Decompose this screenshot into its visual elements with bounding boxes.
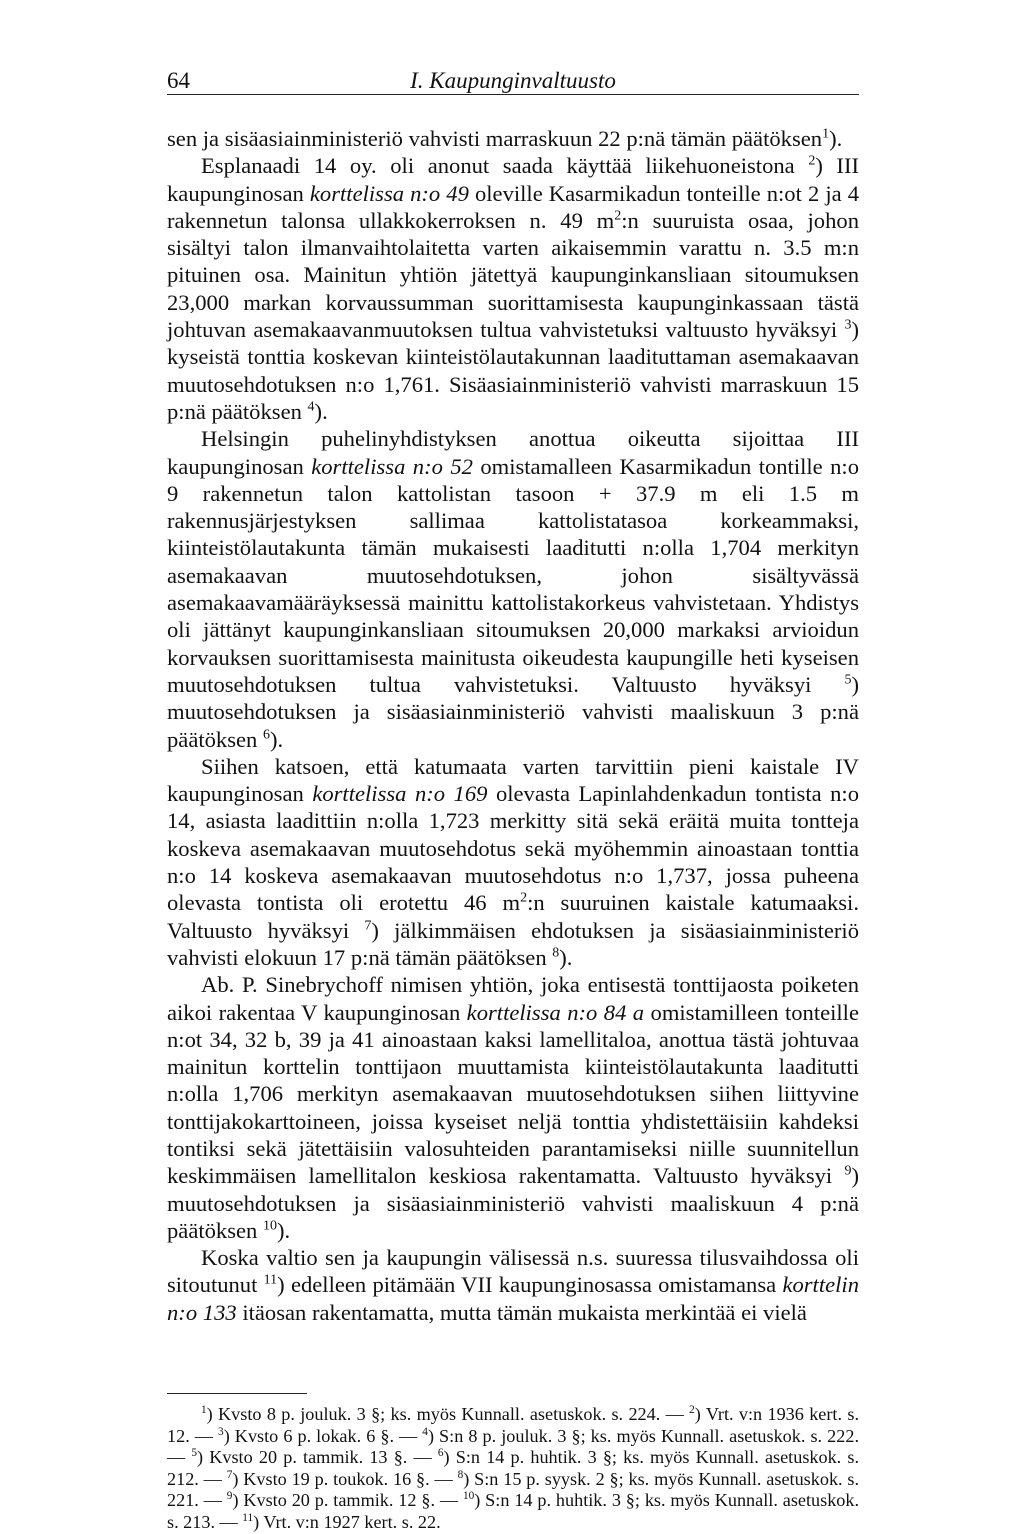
text-segment: ).	[270, 726, 284, 752]
text-segment: ) kyseistä tonttia koskevan kiinteistölautakunnan laadituttaman asemakaavan muutosehdotuksen n:o 1,761. Sisäasiainministeriö vahvisti marraskuun 15 p:nä päätöksen	[167, 317, 859, 424]
footnote-text: ) Kvsto 19 p. toukok. 16 §. —	[232, 1468, 453, 1489]
page-number: 64	[167, 68, 190, 93]
text-segment: ).	[314, 398, 328, 424]
footnote-number: 4	[422, 1425, 428, 1438]
paragraph-esplanaadi	[167, 152, 859, 425]
footnote-number: 6	[437, 1447, 444, 1460]
footnote-number: 8	[457, 1468, 464, 1481]
italic-block-ref: korttelissa n:o 84 a	[466, 999, 645, 1025]
footnote-ref: 11	[263, 1272, 278, 1288]
text-segment: oleville Kasarmikadun tonteille n:ot 2 ja 4 rakennetun talonsa ullakkokerroksen n. 49 m	[167, 180, 859, 233]
text-segment: :n suuruinen kaistale katumaaksi. Valtuusto hyväksyi	[167, 890, 859, 943]
footnote-number: 11	[242, 1511, 254, 1524]
paragraph-puhelinyhdistys	[167, 425, 859, 753]
footnote-number: 7	[226, 1468, 233, 1481]
italic-block-ref: korttelin n:o 133	[167, 1272, 859, 1325]
text-segment: ) edelleen pitämään VII kaupunginosassa omistamansa	[277, 1272, 777, 1298]
text-segment: ) muutosehdotuksen ja sisäasiainministeriö vahvisti maaliskuun 3 p:nä päätöksen	[167, 671, 859, 752]
footnote-text: ) Kvsto 8 p. jouluk. 3 §; ks. myös Kunnall. asetuskok. s. 224. —	[206, 1404, 684, 1424]
text-segment: ).	[559, 944, 573, 970]
footnote-text: ) S:n 8 p. jouluk. 3 §; ks. myös Kunnall. asetuskok. s. 222. —	[167, 1425, 859, 1468]
text-segment: ) muutosehdotuksen ja sisäasiainministeriö vahvisti maaliskuun 4 p:nä päätöksen	[167, 1163, 859, 1243]
text-segment: sen ja sisäasiainministeriö vahvisti marraskuun 22 p:nä tämän päätöksen	[167, 126, 823, 151]
footnote-ref: 4	[307, 399, 315, 415]
page-header	[167, 60, 859, 95]
running-title: I. Kaupunginvaltuusto	[410, 68, 616, 93]
footnote-text: ) S:n 15 p. syysk. 2 §; ks. myös Kunnall. asetuskok. s. 221. —	[167, 1468, 860, 1511]
footnote-ref: 10	[263, 1218, 277, 1234]
text-segment: Koska valtio sen ja kaupungin välisessä n.s. suuressa tilusvaihdossa oli sitoutunut	[167, 1245, 859, 1298]
footnote-text: ) S:n 14 p. huhtik. 3 §; ks. myös Kunnall. asetuskok. s. 213. —	[167, 1490, 860, 1532]
footnote-text: ) S:n 14 p. huhtik. 3 §; ks. myös Kunnall. asetuskok. s. 212. —	[167, 1447, 860, 1489]
footnote-ref: 9	[844, 1163, 852, 1179]
body-text	[167, 125, 859, 1326]
footnote-text: ) Kvsto 6 p. lokak. 6 §. —	[223, 1425, 418, 1446]
footnote-ref: 2	[808, 153, 816, 169]
italic-block-ref: korttelissa n:o 52	[311, 453, 473, 479]
paragraph-katumaa	[167, 753, 859, 971]
paragraph-continuation	[167, 125, 859, 152]
text-segment: ).	[829, 126, 843, 151]
superscript-square: 2	[614, 208, 622, 224]
footnote-divider	[167, 1393, 307, 1394]
text-segment: ) III kaupunginosan	[167, 153, 859, 206]
footnote-ref: 8	[552, 945, 560, 961]
footnote-number: 10	[462, 1490, 475, 1503]
footnote-ref: 6	[263, 727, 270, 742]
footnote-ref: 3	[844, 317, 852, 333]
text-segment: omistamilleen tonteille n:ot 34, 32 b, 39 ja 41 ainoastaan kaksi lamellitaloa, anottua tästä johtuvaa mainitun korttelin tonttijaon muuttamista kiinteistölautakunta laaditutti n:olla 1,706 merkityn asemakaavan muutosehdotuksen siihen liittyvine tonttijakokarttoineen, joissa kyseiset neljä tonttia yhdistettäisiin kahdeksi tontiksi sekä jätettäisiin valosuhteiden parantamiseksi niille suunnitellun keskimmäisen lamellitalon keskiosa rakentamatta. Valtuusto hyväksyi	[167, 999, 859, 1189]
footnote-number: 1	[201, 1403, 207, 1416]
footnote-ref: 7	[364, 918, 372, 934]
footnote-number: 5	[191, 1447, 198, 1460]
footnote-block	[167, 1404, 859, 1534]
text-segment: ).	[277, 1217, 291, 1243]
italic-block-ref: korttelissa n:o 169	[312, 781, 488, 807]
superscript-square: 2	[520, 890, 528, 906]
footnote-text: ) Kvsto 20 p. tammik. 12 §. —	[232, 1490, 459, 1511]
footnote-text: ) Vrt. v:n 1927 kert. s. 22.	[253, 1511, 441, 1532]
text-segment: itäosan rakentamatta, mutta tämän mukaista merkintää ei vielä	[242, 1299, 807, 1325]
footnote-text: ) Kvsto 20 p. tammik. 13 §. —	[197, 1447, 432, 1468]
footnote-ref: 5	[844, 672, 852, 688]
text-segment: Helsingin puhelinyhdistyksen anottua oikeutta sijoittaa III kaupunginosan	[167, 426, 859, 479]
footnote-number: 3	[218, 1425, 224, 1438]
text-segment: Siihen katsoen, että katumaata varten tarvittiin pieni kaistale IV kaupunginosan	[167, 753, 859, 807]
italic-block-ref: korttelissa n:o 49	[309, 180, 469, 206]
text-segment: Ab. P. Sinebrychoff nimisen yhtiön, joka entisestä tonttijaosta poiketen aikoi rakentaa V kaupunginosan	[167, 972, 859, 1025]
text-segment: Esplanaadi 14 oy. oli anonut saada käyttää liikehuoneistona	[201, 153, 795, 179]
paragraph-sinebrychoff	[167, 971, 859, 1244]
footnotes	[167, 1404, 859, 1534]
text-segment: :n suuruista osaa, johon sisältyi talon ilmanvaihtolaitetta varten aikaisemmin varattu n. 3.5 m:n pituinen osa. Mainitun yhtiön jätettyä kaupunginkansliaan sitoumuksen 23,000 markan korvaussumman suorittamisesta kaupunginkassaan tästä johtuvan asemakaavanmuutoksen tultua vahvistetuksi valtuusto hyväksyi	[167, 207, 859, 343]
paragraph-tilusvaihto	[167, 1244, 859, 1326]
text-segment: olevasta Lapinlahdenkadun tontista n:o 14, asiasta laadittiin n:olla 1,723 merkitty sitä sekä eräitä muita tontteja koskeva asemakaavan muutosehdotus sekä myöhemmin ainoastaan tonttia n:o 14 koskeva asemakaavan muutosehdotus n:o 1,737, jossa puheena olevasta tontista oli erotettu 46 m	[167, 781, 859, 916]
footnote-text: ) Vrt. v:n 1936 kert. s. 12. —	[167, 1404, 860, 1446]
footnote-number: 9	[226, 1490, 233, 1503]
footnote-ref: 1	[822, 126, 830, 142]
text-segment: omistamalleen Kasarmikadun tontille n:o 9 rakennetun talon kattolistan tasoon + 37.9 m eli 1.5 m rakennusjärjestyksen sallimaa kattolistatasoa korkeammaksi, kiinteistölautakunta tämän mukaisesti laaditutti n:olla 1,704 merkityn asemakaavan muutosehdotuksen, johon sisältyvässä asemakaavamääräyksessä mainittu kattolistakorkeus vahvistetaan. Yhdistys oli jättänyt kaupunginkansliaan sitoumuksen 20,000 markaksi arvioidun korvauksen suorittamisesta mainitusta oikeudesta kaupungille heti kyseisen muutosehdotuksen tultua vahvistetuksi. Valtuusto hyväksyi	[167, 453, 859, 697]
footnote-number: 2	[689, 1403, 695, 1416]
text-segment: ) jälkimmäisen ehdotuksen ja sisäasiainministeriö vahvisti elokuun 17 p:nä tämän päätöksen	[167, 917, 859, 970]
